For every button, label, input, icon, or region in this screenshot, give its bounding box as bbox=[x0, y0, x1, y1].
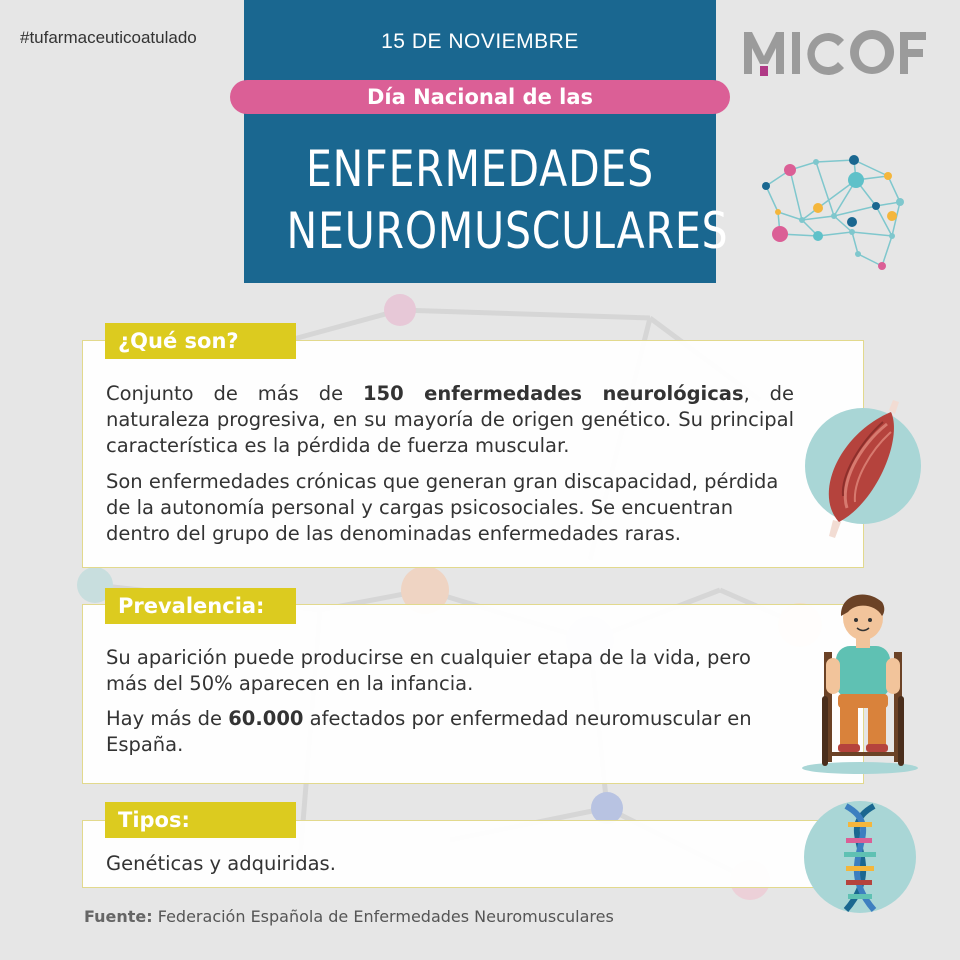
header-subtitle: Día Nacional de las bbox=[366, 85, 594, 109]
header-date: 15 DE NOVIEMBRE bbox=[381, 30, 579, 53]
prevalencia-p2-text: Hay más de bbox=[106, 707, 229, 730]
wheelchair-person-icon bbox=[796, 586, 920, 776]
header-title bbox=[286, 138, 729, 262]
que-son-p1-text: Conjunto de más de bbox=[106, 382, 363, 405]
prevalencia-p2-rest: afectados por enfermedad neuromuscular en España. bbox=[106, 707, 752, 756]
muscle-icon bbox=[795, 398, 925, 558]
que-son-p1-bold: 150 enfermedades neurológicas bbox=[362, 382, 744, 405]
que-son-paragraph-1 bbox=[106, 381, 794, 459]
tipos-tag: Tipos: bbox=[105, 802, 296, 838]
hashtag: #tufarmaceuticoatulado bbox=[20, 28, 197, 47]
header-title-line2: NEUROMUSCULARES bbox=[286, 202, 729, 260]
prevalencia-tag: Prevalencia: bbox=[105, 588, 296, 624]
source-label: Fuente: bbox=[84, 907, 153, 926]
header-title-line1: ENFERMEDADES bbox=[305, 140, 655, 198]
prevalencia-paragraph-2 bbox=[106, 706, 794, 758]
que-son-paragraph-2: Son enfermedades crónicas que generan gran discapacidad, pérdida de la autonomía personal y cargas psicosociales. Se encuentran dentro del grupo de las denominadas enfermedades raras. bbox=[106, 470, 779, 545]
tipos-paragraph: Genéticas y adquiridas. bbox=[106, 852, 336, 875]
dna-icon bbox=[800, 800, 920, 914]
que-son-tag: ¿Qué son? bbox=[105, 323, 296, 359]
micof-logo bbox=[740, 26, 930, 82]
brain-network-icon bbox=[752, 150, 912, 275]
prevalencia-p2-bold: 60.000 bbox=[228, 707, 304, 730]
que-son-p1-rest: , de naturaleza progresiva, en su mayoría de origen genético. Su principal característica es la pérdida de fuerza muscular. bbox=[106, 382, 795, 457]
source-text: Federación Española de Enfermedades Neuromusculares bbox=[152, 907, 614, 926]
prevalencia-paragraph-1: Su aparición puede producirse en cualquier etapa de la vida, pero más del 50% aparecen en la infancia. bbox=[106, 646, 751, 695]
source-note bbox=[84, 907, 614, 926]
